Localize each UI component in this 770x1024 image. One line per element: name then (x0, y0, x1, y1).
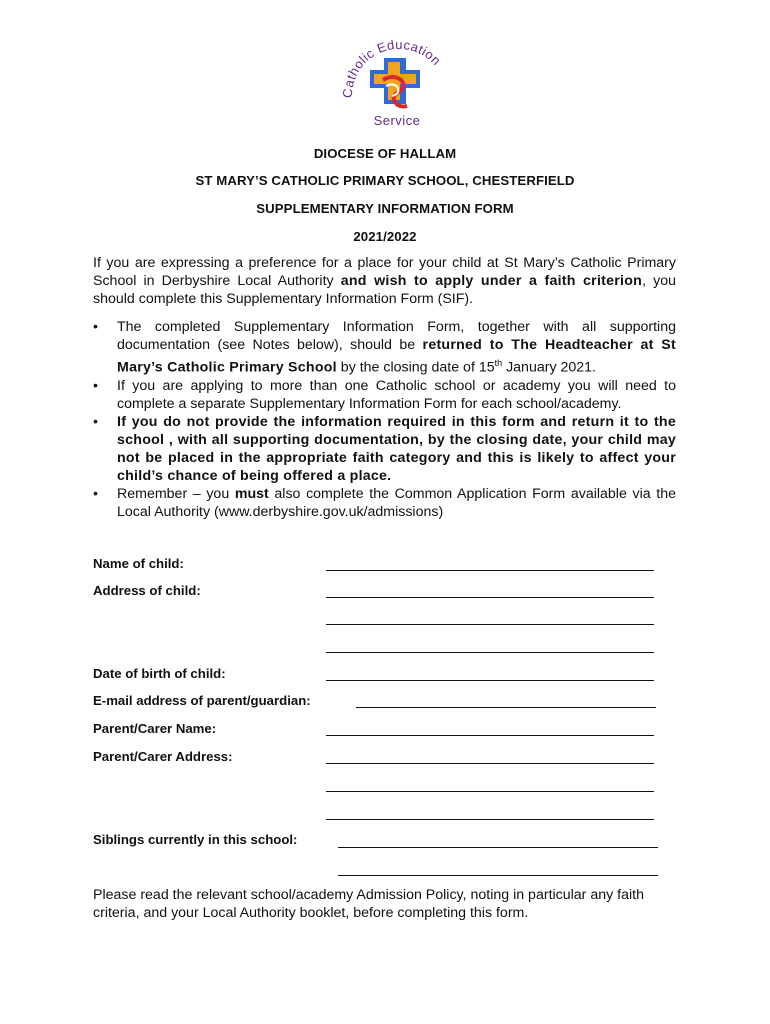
address-of-child-label: Address of child: (93, 583, 201, 598)
list-item (93, 413, 676, 485)
date-of-birth-input[interactable] (326, 680, 654, 681)
parent-name-input[interactable] (326, 735, 654, 736)
bullet-4-bold: must (234, 485, 269, 502)
bullet-3-bold: If you do not provide the information required in this form and return it to the school , with all supporting documentation, by the closing date, your child may not be placed in the appropriate faith category and this is likely to affect your child’s chance of being offered a place. (117, 413, 676, 484)
address-of-child-input-line-2[interactable] (326, 624, 654, 625)
bullet-4-text-1: Remember – you (117, 485, 235, 502)
diocese-heading: DIOCESE OF HALLAM (313, 146, 457, 161)
bullet-4-text-2: also complete the Common Application Form available via the Local Authority (www.derbyshire.gov.uk/admissions) (117, 485, 676, 520)
address-of-child-input-line-1[interactable] (326, 597, 654, 598)
bullet-icon: • (93, 377, 98, 394)
parent-name-label: Parent/Carer Name: (93, 721, 217, 736)
logo-arc-text: Catholic Education (339, 36, 445, 99)
bullet-1-text-1: The completed Supplementary Information Form, together with all supporting documentation (see Notes below), should be (117, 319, 676, 353)
name-of-child-label: Name of child: (93, 556, 184, 571)
bullet-icon: • (93, 319, 98, 335)
school-heading: ST MARY’S CATHOLIC PRIMARY SCHOOL, CHESTERFIELD (195, 173, 575, 188)
siblings-label: Siblings currently in this school: (93, 832, 298, 847)
parent-address-input-line-3[interactable] (326, 819, 654, 820)
name-of-child-input[interactable] (326, 570, 654, 571)
bullet-2-text: If you are applying to more than one Catholic school or academy you will need to complete a separate Supplementary Information Form for each school/academy. (117, 377, 676, 412)
bullet-1-text-3: January 2021. (502, 359, 596, 376)
parent-address-input-line-1[interactable] (326, 763, 654, 764)
bullet-icon: • (93, 485, 98, 502)
cross-icon (370, 58, 420, 107)
year-heading: 2021/2022 (353, 229, 417, 244)
list-item (93, 485, 676, 521)
bullet-1-sup: th (494, 358, 503, 368)
date-of-birth-label: Date of birth of child: (93, 666, 226, 681)
intro-bold: and wish to apply under a faith criterion (340, 273, 643, 289)
instructions-list (93, 318, 676, 521)
intro-text-2: , you should complete this Supplementary Information Form (SIF). (93, 273, 676, 307)
list-item (93, 318, 676, 377)
siblings-input-line-1[interactable] (338, 847, 658, 848)
email-parent-input[interactable] (356, 707, 656, 708)
bullet-icon: • (93, 413, 98, 430)
bullet-1-text-2: by the closing date of 15 (336, 359, 495, 376)
catholic-education-service-logo (338, 36, 456, 130)
siblings-input-line-2[interactable] (338, 875, 658, 876)
email-parent-label: E-mail address of parent/guardian: (93, 693, 311, 708)
closing-paragraph: Please read the relevant school/academy Admission Policy, noting in particular any faith criteria, and your Local Authority booklet, before completing this form. (93, 887, 644, 921)
bullet-1-bold: returned to The Headteacher at St Mary’s Catholic Primary School (117, 337, 676, 376)
intro-paragraph (93, 254, 676, 308)
form-title: SUPPLEMENTARY INFORMATION FORM (256, 201, 514, 216)
parent-address-input-line-2[interactable] (326, 791, 654, 792)
list-item (93, 377, 676, 413)
address-of-child-input-line-3[interactable] (326, 652, 654, 653)
logo-bottom-text: Service (373, 113, 421, 128)
intro-text-1: If you are expressing a preference for a place for your child at St Mary’s Catholic Primary School in Derbyshire Local Authority (93, 255, 676, 289)
parent-address-label: Parent/Carer Address: (93, 749, 233, 764)
